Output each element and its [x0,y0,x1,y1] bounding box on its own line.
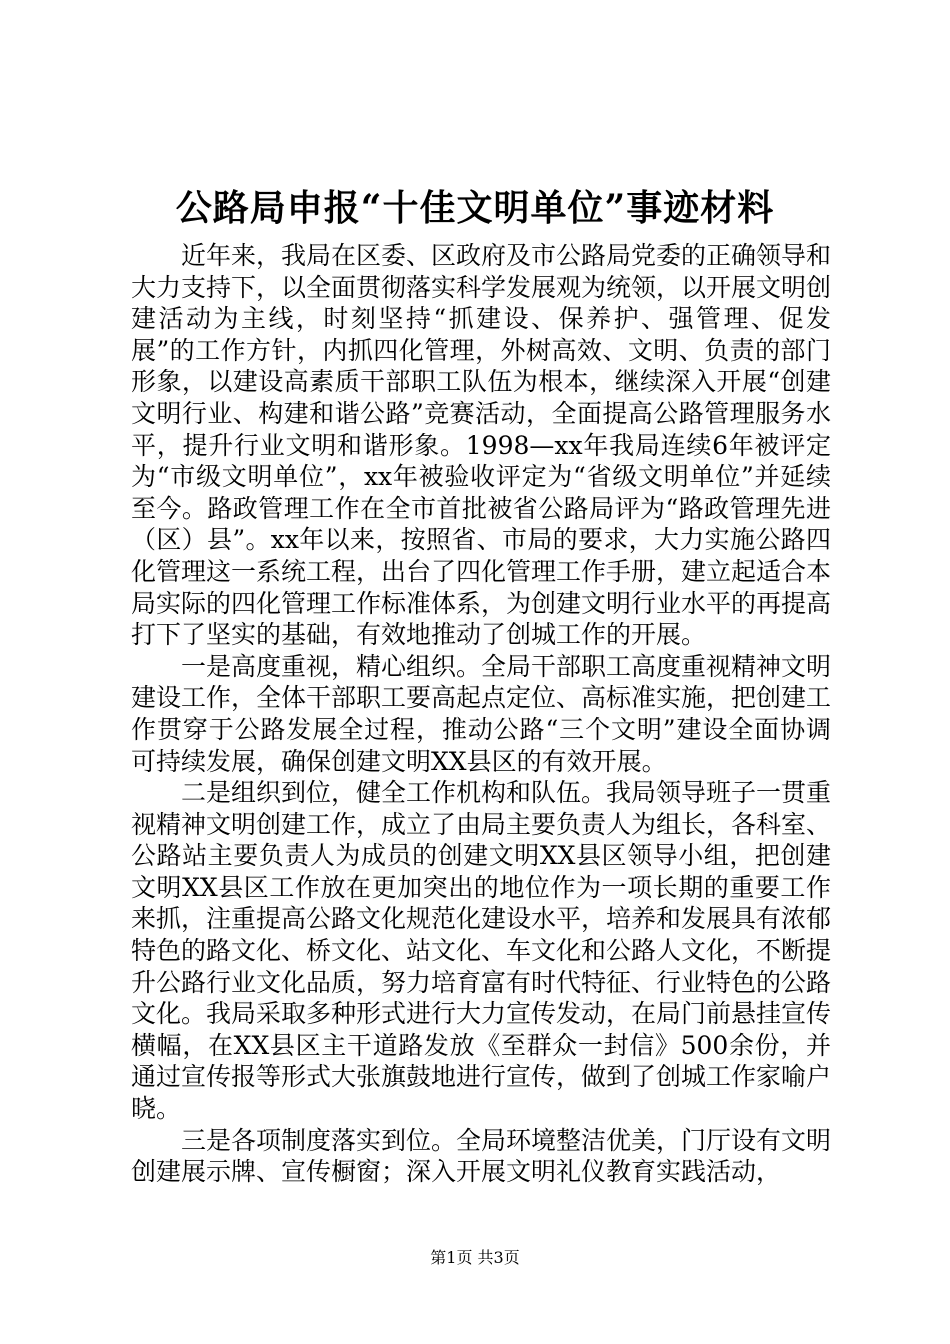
paragraph-point-two: 二是组织到位，健全工作机构和队伍。我局领导班子一贯重视精神文明创建工作，成立了由局主要负责人为组长，各科室、公路站主要负责人为成员的创建文明XX县区领导小组，把创建文明XX县区工作放在更加突出的地位作为一项长期的重要工作来抓，注重提高公路文化规范化建设水平，培养和发展具有浓郁特色的路文化、桥文化、站文化、车文化和公路人文化，不断提升公路行业文化品质，努力培育富有时代特征、行业特色的公路文化。我局采取多种形式进行大力宣传发动，在局门前悬挂宣传横幅，在XX县区主干道路发放《至群众一封信》500余份，并通过宣传报等形式大张旗鼓地进行宣传，做到了创城工作家喻户晓。 [131,778,832,1124]
paragraph-intro: 近年来，我局在区委、区政府及市公路局党委的正确领导和大力支持下，以全面贯彻落实科学发展观为统领，以开展文明创建活动为主线，时刻坚持“抓建设、保养护、强管理、促发展”的工作方针，内抓四化管理，外树高效、文明、负责的部门形象，以建设高素质干部职工队伍为根本，继续深入开展“创建文明行业、构建和谐公路”竞赛活动，全面提高公路管理服务水平，提升行业文明和谐形象。1998—xx年我局连续6年被评定为“市级文明单位”，xx年被验收评定为“省级文明单位”并延续至今。路政管理工作在全市首批被省公路局评为“路政管理先进（区）县”。xx年以来，按照省、市局的要求，大力实施公路四化管理这一系统工程，出台了四化管理工作手册，建立起适合本局实际的四化管理工作标准体系，为创建文明行业水平的再提高打下了坚实的基础，有效地推动了创城工作的开展。 [131,241,832,650]
paragraph-point-one: 一是高度重视，精心组织。全局干部职工高度重视精神文明建设工作，全体干部职工要高起点定位、高标准实施，把创建工作贯穿于公路发展全过程，推动公路“三个文明”建设全面协调可持续发展，确保创建文明XX县区的有效开展。 [131,651,832,776]
document-title: 公路局申报“十佳文明单位”事迹材料 [175,187,775,229]
page-footer: 第1页 共3页 [430,1248,520,1267]
paragraph-point-three: 三是各项制度落实到位。全局环境整洁优美，门厅设有文明创建展示牌、宣传橱窗；深入开展文明礼仪教育实践活动， [131,1125,832,1187]
document-body [131,240,831,1188]
